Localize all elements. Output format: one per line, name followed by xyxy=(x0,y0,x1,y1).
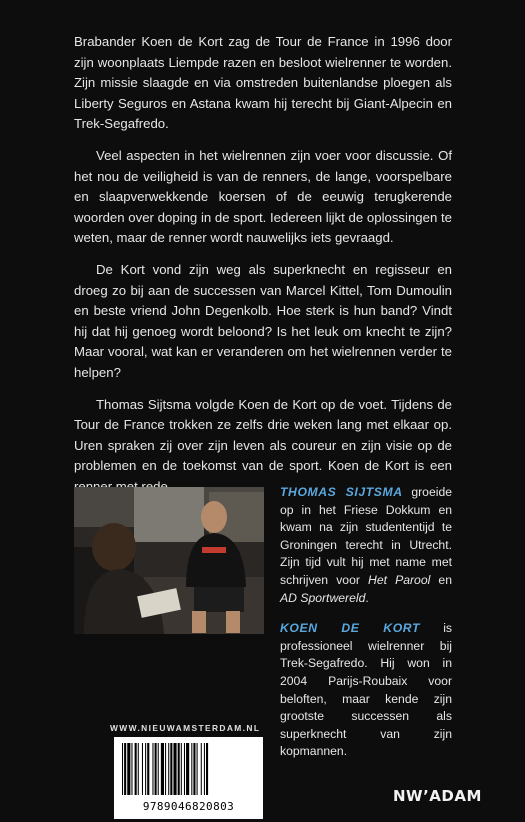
publisher-url: WWW.NIEUWAMSTERDAM.NL xyxy=(110,723,261,733)
bio-thomas-sijtsma xyxy=(280,484,452,607)
publisher-logo: NW’ADAM xyxy=(393,787,482,805)
barcode-icon xyxy=(114,737,263,799)
blurb-paragraph-4: Thomas Sijtsma volgde Koen de Kort op de voet. Tijdens de Tour de France trokken ze zelfs drie weken lang met elkaar op. Uren spraken zij over zijn leven als coureur en zijn visie op de problemen en de toekomst van de sport. Koen de Kort is een xyxy=(74,396,452,474)
subject-name: KOEN DE KORT xyxy=(280,621,421,636)
publication-ad-sportwereld: AD Sportwereld xyxy=(280,590,366,605)
blurb-paragraph-3: De Kort vond zijn weg als superknecht en regisseur en droeg zo bij aan de successen van Marcel Kittel, Tom Dumoulin en beste vriend John Degenkolb. Hoe sterk is hun band? Vindt hij dat hij genoeg wordt beloond? Is het leuk om knecht te zijn? Maar vooral, wat kan er veranderen om het wielrennen verder te helpen? xyxy=(74,261,452,380)
author-bio-text-3: . xyxy=(365,590,369,605)
interview-photo xyxy=(74,487,264,634)
interview-photo-illustration xyxy=(74,487,264,634)
bio-koen-de-kort xyxy=(280,620,452,761)
publication-het-parool: Het Parool xyxy=(368,572,431,587)
author-bio-text-2: en xyxy=(430,572,452,587)
blurb-paragraph-2: Veel aspecten in het wielrennen zijn voer voor discussie. Of het nou de veiligheid is van de renners, de lange, voorspelbare en slaapverwekkende koersen of de eeuwig terugkerende woorden over doping in de sport. Iedereen lijkt de oplossingen te weten, maar de renner wordt nauwelijks iets gevraagd. xyxy=(74,147,452,246)
author-bios xyxy=(280,484,452,774)
isbn-barcode xyxy=(114,737,263,819)
subject-bio-text: is professioneel wielrenner bij Trek-Segafredo. Hij won in 2004 Parijs-Roubaix voor beloften, maar kende zijn grootste successen als superknecht van zijn kopmannen. xyxy=(280,621,452,759)
isbn-number: 9789046820803 xyxy=(142,800,235,813)
author-name: THOMAS SIJTSMA xyxy=(280,485,403,499)
back-cover-blurb xyxy=(74,32,452,508)
blurb-paragraph-1: Brabander Koen de Kort zag de Tour de France in 1996 door zijn woonplaats Liempde razen en besloot wielrenner te worden. Zijn missie slaagde en via omstreden buitenlandse ploegen als Liberty Seguros en Astana kwam hij terecht bij Giant-Alpecin en Trek-Segafredo. xyxy=(74,34,452,132)
author-bio-text-1: groeide op in het Friese Dokkum en kwam na zijn studententijd te Groningen terecht in Utrecht. Zijn tijd vult hij met name met schrijven voor xyxy=(280,485,452,587)
